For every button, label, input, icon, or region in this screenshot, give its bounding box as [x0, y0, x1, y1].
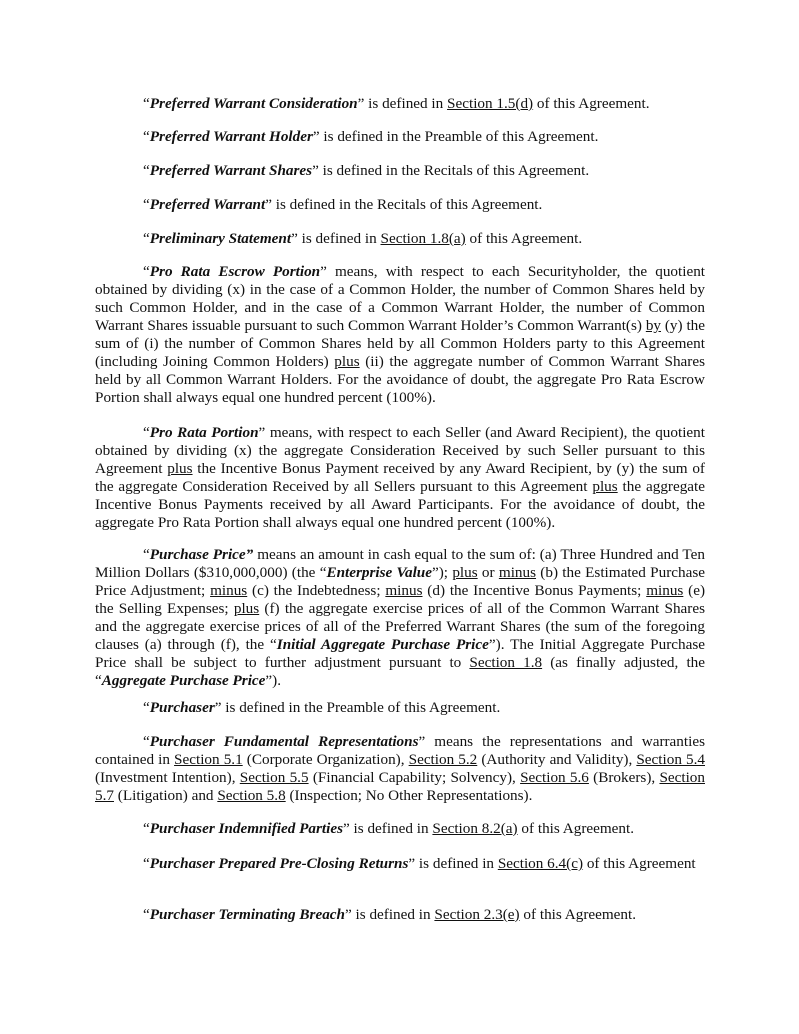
cross-reference: by — [645, 317, 662, 334]
cross-reference: Section 1.8(a) — [380, 230, 466, 247]
cross-reference: Section 6.4(c) — [497, 855, 584, 872]
definition-text: “ — [143, 424, 150, 441]
cross-reference: plus — [334, 353, 360, 370]
definition-text: of this Agreement. — [519, 906, 637, 923]
defined-term: Purchaser Terminating Breach — [149, 906, 345, 923]
definition-text: the Incentive Bonus Payment received by any Award Recipient, by (y) the sum of the aggregate Consideration Received by all Sellers pursuant to this Agreement — [95, 460, 705, 495]
definition-text: “ — [143, 820, 150, 837]
definition-text: “ — [143, 546, 150, 563]
definition-text: or — [477, 564, 499, 581]
definition-text: (b) the Estimated Purchase Price Adjustment; — [95, 564, 705, 599]
definition-text: ”). The Initial Aggregate Purchase Price shall be subject to further adjustment pursuant to — [95, 636, 705, 671]
definition-text: (Litigation) and — [113, 787, 218, 804]
definition-purchaser-terminating-breach — [95, 906, 705, 924]
definition-purchaser — [95, 699, 705, 717]
cross-reference: plus — [452, 564, 478, 581]
defined-term: Purchaser Fundamental Representations — [149, 733, 419, 750]
definition-text: ” is defined in — [357, 95, 448, 112]
cross-reference: plus — [233, 600, 260, 617]
cross-reference: Section 5.1 — [174, 751, 243, 768]
definition-preferred-warrant-holder — [95, 128, 705, 146]
definition-text: (Corporate Organization), — [242, 751, 409, 768]
definition-text: “ — [143, 263, 150, 280]
definition-text: (Brokers), — [588, 769, 660, 786]
definition-purchaser-fundamental-representations — [95, 733, 705, 805]
definition-text: ”). — [265, 672, 282, 689]
definition-preferred-warrant-shares — [95, 162, 705, 180]
definition-text: means an amount in cash equal to the sum of: (a) Three Hundred and Ten Million Dollars ($310,000,000) (the “ — [95, 546, 705, 581]
definition-purchase-price — [95, 546, 705, 690]
definition-purchaser-indemnified-parties — [95, 820, 705, 838]
definition-text: “ — [143, 906, 150, 923]
definition-text: of this Agreement — [583, 855, 696, 872]
cross-reference: Section 5.4 — [636, 751, 705, 768]
definition-text: (e) the Selling Expenses; — [95, 582, 706, 617]
definition-pro-rata-escrow-portion — [95, 263, 705, 407]
definition-text: “ — [143, 196, 150, 213]
defined-term: Preferred Warrant — [149, 196, 266, 213]
definition-text: “ — [143, 855, 150, 872]
definition-text: ” means, with respect to each Securityholder, the quotient obtained by dividing (x) in the case of a Common Holder, the number of Common Shares held by such Common Holder, and in the case of a Common Warrant Holder, the number of Common Warrant Shares issuable pursuant to such Common Warrant Holder’s Common Warrant(s) — [95, 263, 706, 334]
definition-preferred-warrant-consideration — [95, 95, 705, 113]
definition-text: the aggregate Incentive Bonus Payments received by all Award Participants. For the avoidance of doubt, the aggregate Pro Rata Portion shall always equal one hundred percent (100%). — [95, 478, 706, 531]
cross-reference: minus — [646, 582, 684, 599]
definition-text: ” is defined in — [344, 906, 435, 923]
cross-reference: Section 5.8 — [217, 787, 286, 804]
definition-text: ”); — [432, 564, 453, 581]
defined-term: Pro Rata Portion — [149, 424, 259, 441]
defined-term: Initial Aggregate Purchase Price — [276, 636, 489, 653]
cross-reference: Section 2.3(e) — [434, 906, 520, 923]
definition-purchaser-prepared-pre-closing-returns — [95, 855, 705, 873]
definition-pro-rata-portion — [95, 424, 705, 532]
definition-text: “ — [143, 128, 150, 145]
definition-text: of this Agreement. — [533, 95, 650, 112]
definition-text: ” is defined in the Recitals of this Agreement. — [265, 196, 543, 213]
defined-term: Aggregate Purchase Price — [101, 672, 266, 689]
cross-reference: Section 1.8 — [469, 654, 543, 671]
cross-reference: Section 1.5(d) — [447, 95, 534, 112]
definition-text: (y) the sum of (i) the number of Common Shares held by all Common Holders party to this Agreement (including Joining Common Holders) — [95, 317, 705, 370]
cross-reference: Section 5.7 — [95, 769, 705, 804]
defined-term: Purchase Price” — [149, 546, 254, 563]
definition-text: ” is defined in the Recitals of this Agreement. — [312, 162, 590, 179]
cross-reference: Section 8.2(a) — [432, 820, 518, 837]
definition-text: (c) the Indebtedness; — [247, 582, 386, 599]
definition-text: ” is defined in the Preamble of this Agreement. — [312, 128, 599, 145]
cross-reference: minus — [210, 582, 248, 599]
definition-text: (Inspection; No Other Representations). — [285, 787, 533, 804]
cross-reference: Section 5.2 — [408, 751, 478, 768]
definition-text: (ii) the aggregate number of Common Warrant Shares held by all Common Warrant Holders. For the avoidance of doubt, the aggregate Pro Rata Escrow Portion shall always equal one hundred percent (100%). — [95, 353, 705, 406]
defined-term: Enterprise Value — [326, 564, 432, 581]
definition-text: “ — [143, 230, 150, 247]
definition-text: “ — [143, 162, 150, 179]
definition-text: ” is defined in — [342, 820, 433, 837]
definition-text: ” is defined in — [408, 855, 498, 872]
definition-text: (Financial Capability; Solvency), — [308, 769, 521, 786]
definition-text: of this Agreement. — [465, 230, 583, 247]
defined-term: Preferred Warrant Shares — [149, 162, 313, 179]
defined-term: Purchaser — [149, 699, 215, 716]
defined-term: Pro Rata Escrow Portion — [149, 263, 321, 280]
definition-text: (as finally adjusted, the “ — [95, 654, 705, 689]
definition-preliminary-statement — [95, 230, 705, 248]
cross-reference: Section 5.6 — [520, 769, 589, 786]
defined-term: Preliminary Statement — [149, 230, 292, 247]
definition-text: “ — [143, 95, 150, 112]
definition-text: (Authority and Validity), — [477, 751, 637, 768]
cross-reference: Section 5.5 — [239, 769, 309, 786]
definition-preferred-warrant — [95, 196, 705, 214]
defined-term: Preferred Warrant Consideration — [149, 95, 358, 112]
definition-text: ” is defined in the Preamble of this Agreement. — [214, 699, 501, 716]
cross-reference: minus — [498, 564, 537, 581]
cross-reference: plus — [592, 478, 618, 495]
definition-text: ” means the representations and warranties contained in — [95, 733, 705, 768]
definition-text: (Investment Intention), — [95, 769, 240, 786]
cross-reference: minus — [385, 582, 423, 599]
definition-text: ” means, with respect to each Seller (and Award Recipient), the quotient obtained by dividing (x) the aggregate Consideration Received by such Seller pursuant to this Agreement — [95, 424, 705, 477]
definition-text: (f) the aggregate exercise prices of all of the Common Warrant Shares and the aggregate exercise prices of all of the Preferred Warrant Shares (the sum of the foregoing clauses (a) through (f), the “ — [95, 600, 706, 653]
cross-reference: plus — [167, 460, 193, 477]
definition-text: “ — [143, 699, 150, 716]
definition-text: ” is defined in — [291, 230, 381, 247]
definition-text: (d) the Incentive Bonus Payments; — [422, 582, 647, 599]
definition-text: “ — [143, 733, 150, 750]
defined-term: Preferred Warrant Holder — [149, 128, 313, 145]
definition-text: of this Agreement. — [517, 820, 635, 837]
defined-term: Purchaser Prepared Pre-Closing Returns — [149, 855, 409, 872]
defined-term: Purchaser Indemnified Parties — [149, 820, 343, 837]
